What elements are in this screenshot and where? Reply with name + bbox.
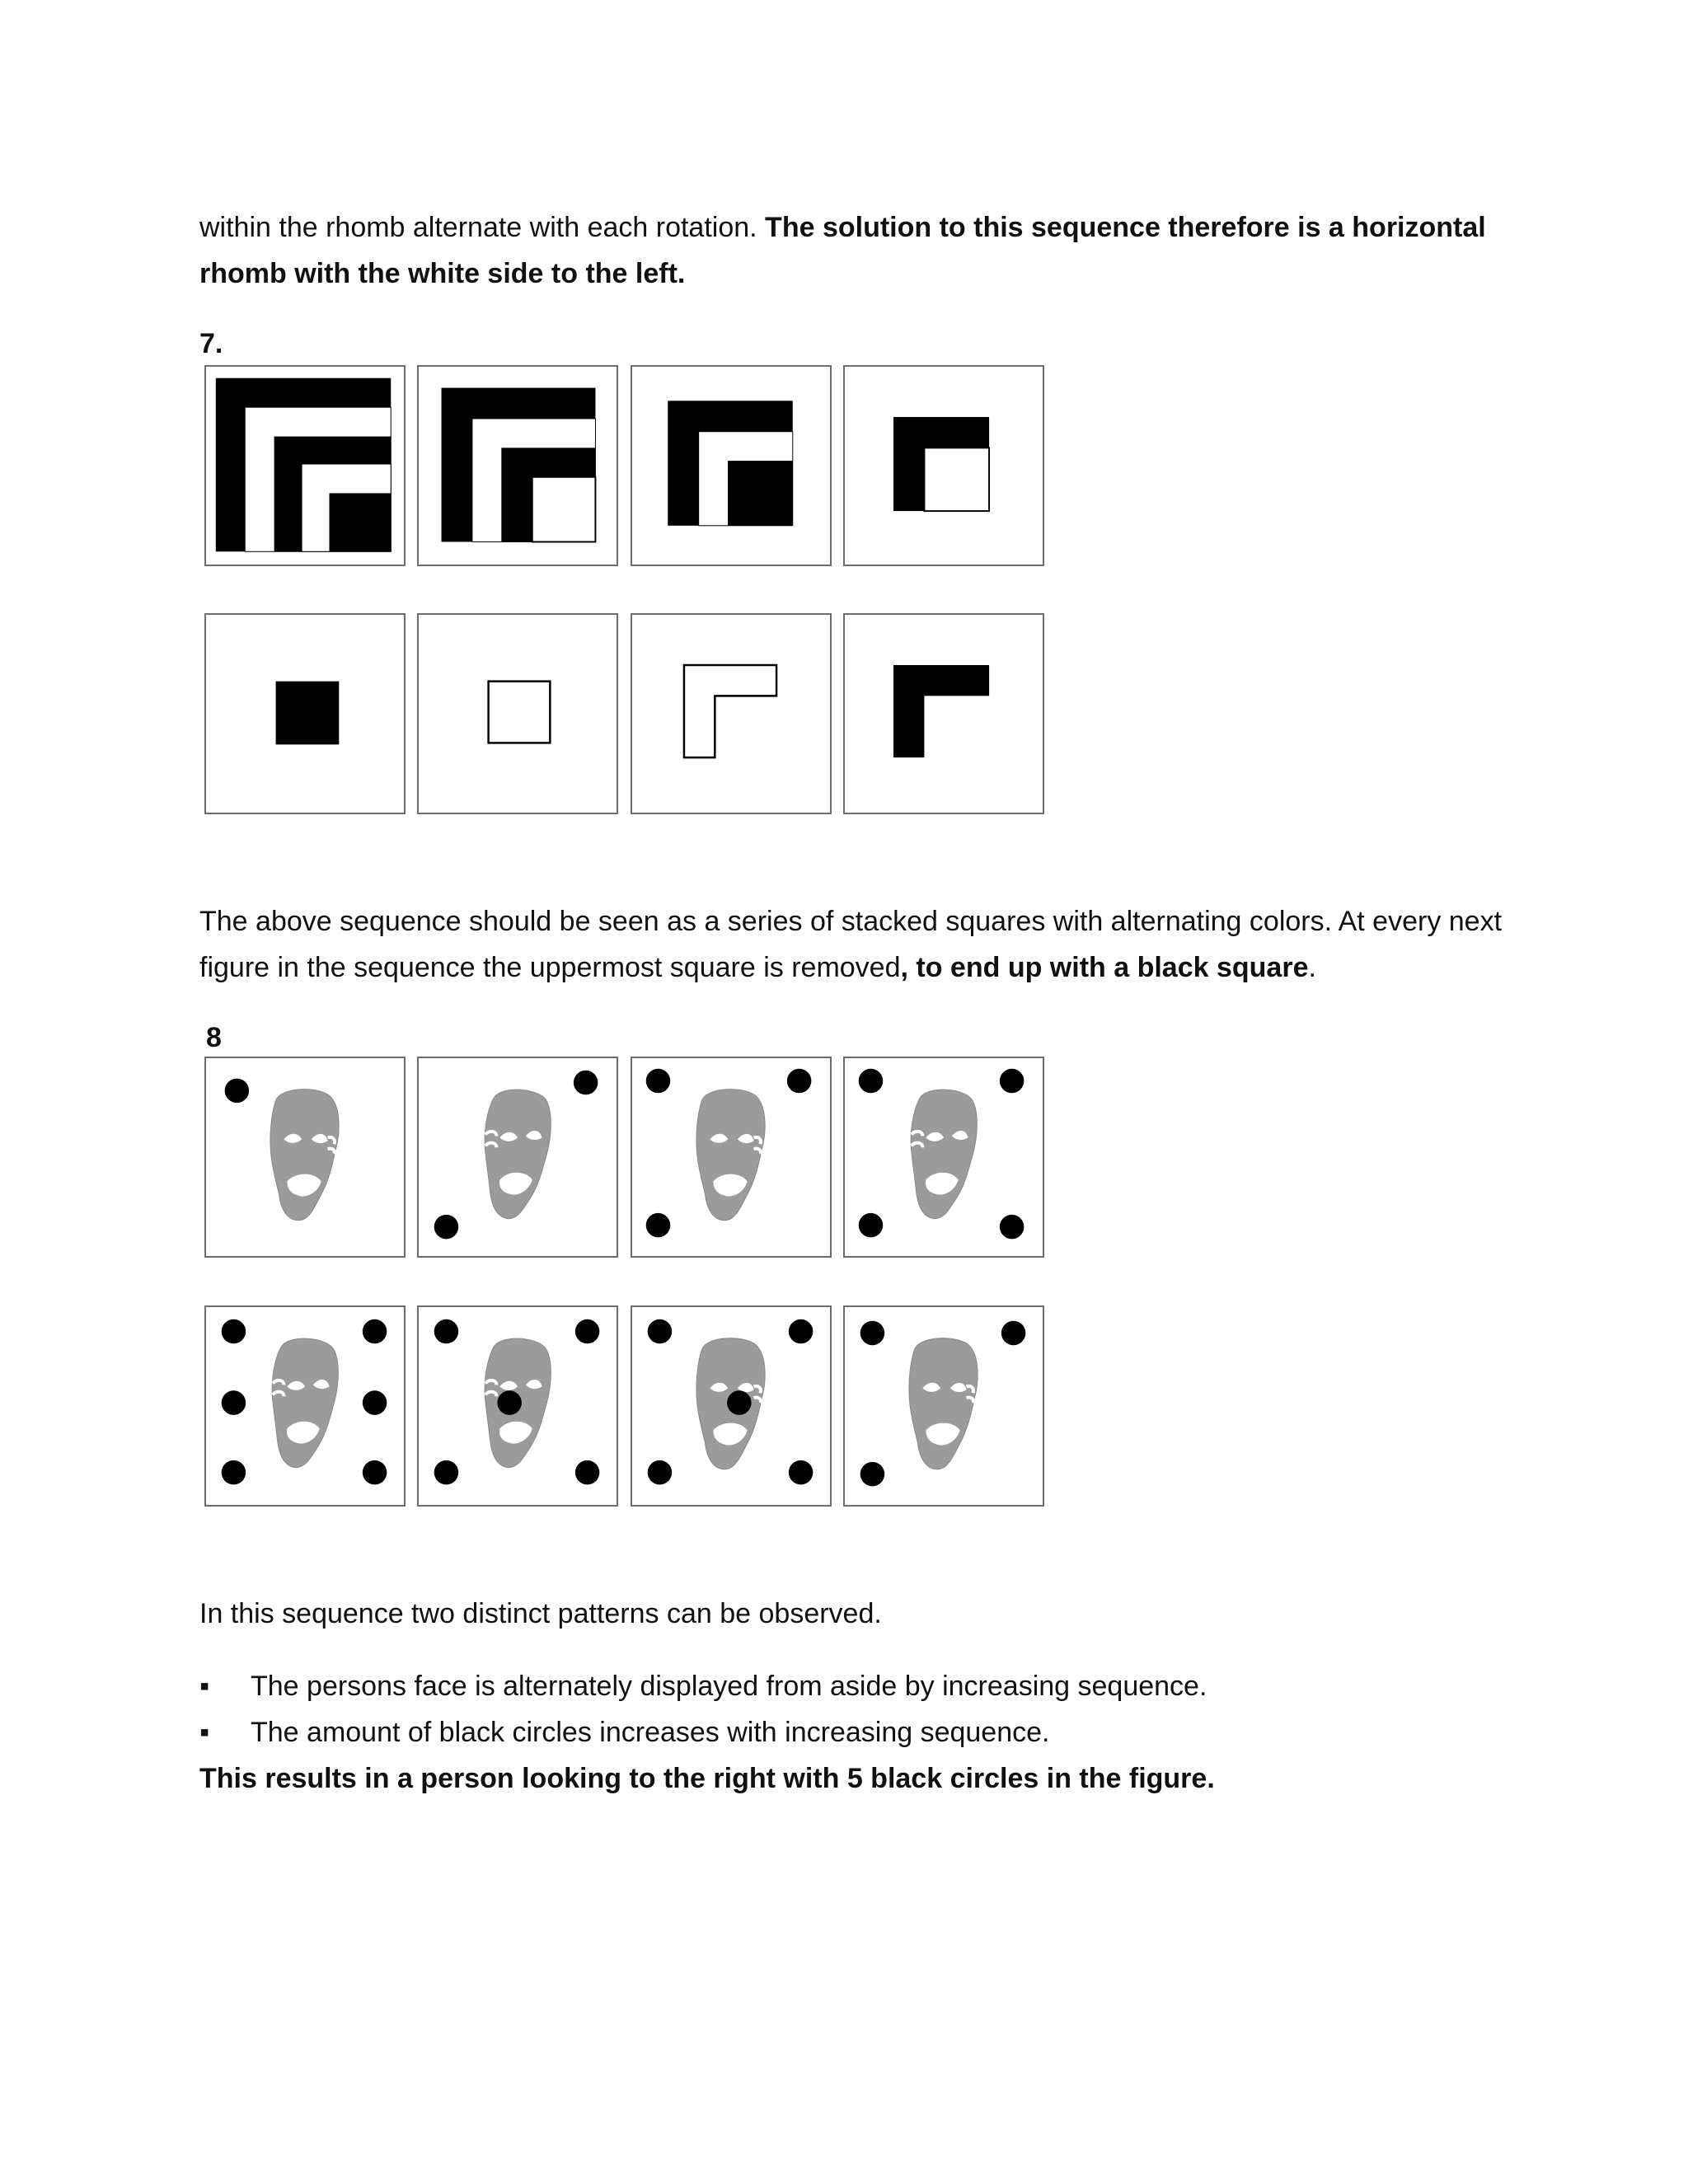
q8-figure-4 (843, 1057, 1044, 1258)
q7-figure-1 (204, 365, 406, 566)
q7-option-3 (631, 613, 832, 814)
top-paragraph-bold: The solution to this sequence therefore is a horizontal rhomb with the white side to the left. (199, 212, 1486, 289)
face-drawing (270, 1090, 339, 1221)
bullet-text: The amount of black circles increases with increasing sequence. (251, 1717, 1050, 1748)
question-8-label: 8 (206, 1022, 222, 1053)
q7-option-1 (204, 613, 406, 814)
q7-option-2 (417, 613, 618, 814)
q8-option-4 (843, 1305, 1044, 1507)
question-7-explanation-bold: , to end up with a black square (900, 952, 1309, 983)
q8-option-3 (631, 1305, 832, 1507)
face-drawing (272, 1338, 338, 1468)
q8-figure-3 (631, 1057, 832, 1258)
q7-figure-4 (843, 365, 1044, 566)
q8-figure-1 (204, 1057, 406, 1258)
q8-figure-2 (417, 1057, 618, 1258)
face-drawing (485, 1090, 551, 1219)
question-8-intro: In this sequence two distinct patterns can be observed. (199, 1598, 882, 1629)
bullet-marker-icon: ▪ (199, 1717, 210, 1748)
question-7-explanation-end: . (1308, 952, 1316, 983)
question-7-explanation-text: The above sequence should be seen as a series of stacked squares with alternating colors. At every next figure in the sequence the uppermost square is removed (199, 906, 1503, 983)
top-paragraph (199, 204, 1518, 297)
q8-option-1 (204, 1305, 406, 1507)
q7-option-4 (843, 613, 1044, 814)
face-drawing (909, 1338, 978, 1469)
q7-figure-3 (631, 365, 832, 566)
question-8-conclusion: This results in a person looking to the right with 5 black circles in the figure. (199, 1763, 1215, 1794)
q7-figure-2 (417, 365, 618, 566)
q8-option-2 (417, 1305, 618, 1507)
question-7-label: 7. (199, 328, 223, 359)
bullet-marker-icon: ▪ (199, 1671, 210, 1702)
face-drawing (911, 1090, 977, 1219)
question-8-bullet-2 (199, 1709, 1518, 1755)
question-8-bullet-1 (199, 1663, 1518, 1709)
bullet-text: The persons face is alternately displayed from aside by increasing sequence. (251, 1671, 1207, 1702)
question-7-explanation (199, 898, 1518, 991)
top-paragraph-text: within the rhomb alternate with each rotation. (199, 212, 766, 243)
face-drawing (696, 1090, 765, 1221)
